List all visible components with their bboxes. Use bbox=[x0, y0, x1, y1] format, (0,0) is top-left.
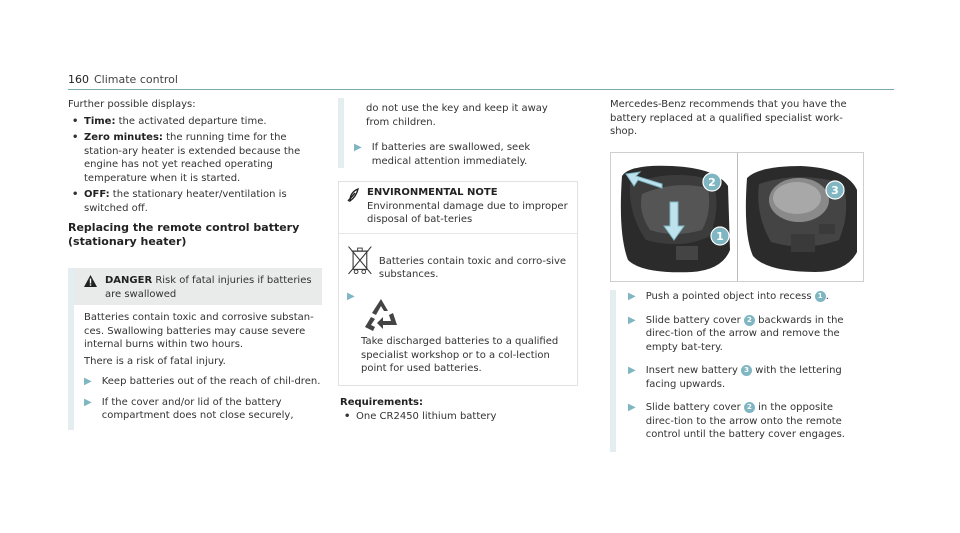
callout-number: 3 bbox=[741, 365, 752, 376]
danger-body bbox=[74, 305, 322, 368]
battery-steps bbox=[610, 290, 864, 452]
callout-number: 2 bbox=[744, 402, 755, 413]
key-cover-illustration bbox=[612, 154, 736, 282]
environment-icon bbox=[347, 188, 359, 202]
battery-replacement-photo bbox=[610, 152, 864, 282]
requirements-list bbox=[344, 410, 580, 424]
arrow-icon: ▶ bbox=[354, 142, 362, 153]
instruction-step: ▶ If batteries are swallowed, seek medical attention immediately. bbox=[354, 142, 531, 167]
callout-number: 1 bbox=[815, 291, 826, 302]
list-item: • Zero minutes: the running time for the station-ary heater is extended because the engine has not yet reached operating temperature when it is started. bbox=[72, 132, 301, 184]
header-divider bbox=[68, 89, 894, 90]
arrow-icon: ▶ bbox=[628, 402, 636, 413]
instruction-step: ▶ Keep batteries out of the reach of chil-dren. bbox=[74, 375, 322, 389]
danger-header bbox=[74, 268, 322, 305]
crossed-bin-icon bbox=[347, 240, 373, 282]
arrow-icon: ▶ bbox=[84, 396, 92, 408]
callout-3: 3 bbox=[831, 184, 839, 197]
section-title: Climate control bbox=[94, 73, 178, 86]
arrow-icon: ▶ bbox=[628, 314, 636, 326]
recycle-row bbox=[361, 295, 569, 335]
warning-icon bbox=[84, 275, 97, 287]
arrow-icon: ▶ bbox=[347, 290, 355, 302]
arrow-icon: ▶ bbox=[84, 376, 92, 387]
env-body bbox=[339, 234, 577, 382]
danger-text: Batteries contain toxic and corrosive substan-ces. Swallowing batteries may cause severe internal burns within two hours. bbox=[84, 312, 314, 350]
list-item: • One CR2450 lithium battery bbox=[344, 410, 497, 422]
instruction-step: ▶ Insert new battery 3 with the lettering facing upwards. bbox=[624, 364, 864, 391]
arrow-icon: ▶ bbox=[628, 291, 636, 302]
instruction-step: ▶ Slide battery cover 2 in the opposite direc-tion to the arrow onto the remote control until the battery cover engages. bbox=[624, 401, 864, 442]
list-item: • Time: the activated departure time. bbox=[72, 115, 267, 127]
requirements bbox=[340, 396, 580, 426]
instruction-step: ▶ Slide battery cover 2 backwards in the direc-tion of the arrow and remove the empty bat-tery. bbox=[624, 314, 864, 355]
env-header bbox=[339, 182, 577, 234]
photo-divider bbox=[737, 153, 738, 281]
page-number: 160 bbox=[68, 73, 89, 86]
environmental-note-box bbox=[338, 181, 578, 386]
arrow-icon: ▶ bbox=[628, 365, 636, 376]
section-heading: Replacing the remote control battery (stationary heater) bbox=[68, 221, 300, 249]
danger-text: There is a risk of fatal injury. bbox=[84, 355, 226, 367]
intro-text: Further possible displays: bbox=[68, 99, 196, 110]
bin-row bbox=[347, 240, 569, 282]
instruction-step: ▶ If the cover and/or lid of the battery compartment does not close securely, bbox=[74, 396, 322, 423]
display-list bbox=[72, 115, 326, 216]
danger-continuation bbox=[338, 98, 580, 168]
recycle-text: Take discharged batteries to a qualified specialist workshop or to a col-lection point for used batteries. bbox=[361, 336, 559, 374]
key-battery-illustration bbox=[739, 154, 863, 282]
requirements-heading: Requirements: bbox=[340, 397, 423, 408]
column-3 bbox=[610, 98, 860, 142]
column-1 bbox=[68, 98, 326, 250]
callout-number: 2 bbox=[744, 315, 755, 326]
env-title: ENVIRONMENTAL NOTE Environmental damage due to improper disposal of bat-teries bbox=[367, 187, 568, 225]
instruction-step: ▶ Push a pointed object into recess 1 . bbox=[624, 290, 864, 304]
callout-2: 2 bbox=[708, 176, 716, 189]
continuation-text: do not use the key and keep it away from children. bbox=[366, 103, 548, 128]
callout-1: 1 bbox=[716, 230, 724, 243]
list-item: • OFF: the stationary heater/ventilation is switched off. bbox=[72, 189, 287, 214]
intro-text: Mercedes-Benz recommends that you have the battery replaced at a qualified specialist work-shop. bbox=[610, 99, 847, 137]
danger-box bbox=[68, 268, 322, 430]
danger-title: DANGER Risk of fatal injuries if batteries are swallowed bbox=[105, 275, 312, 300]
recycle-icon bbox=[361, 295, 401, 335]
bin-text: Batteries contain toxic and corro-sive substances. bbox=[378, 255, 567, 280]
